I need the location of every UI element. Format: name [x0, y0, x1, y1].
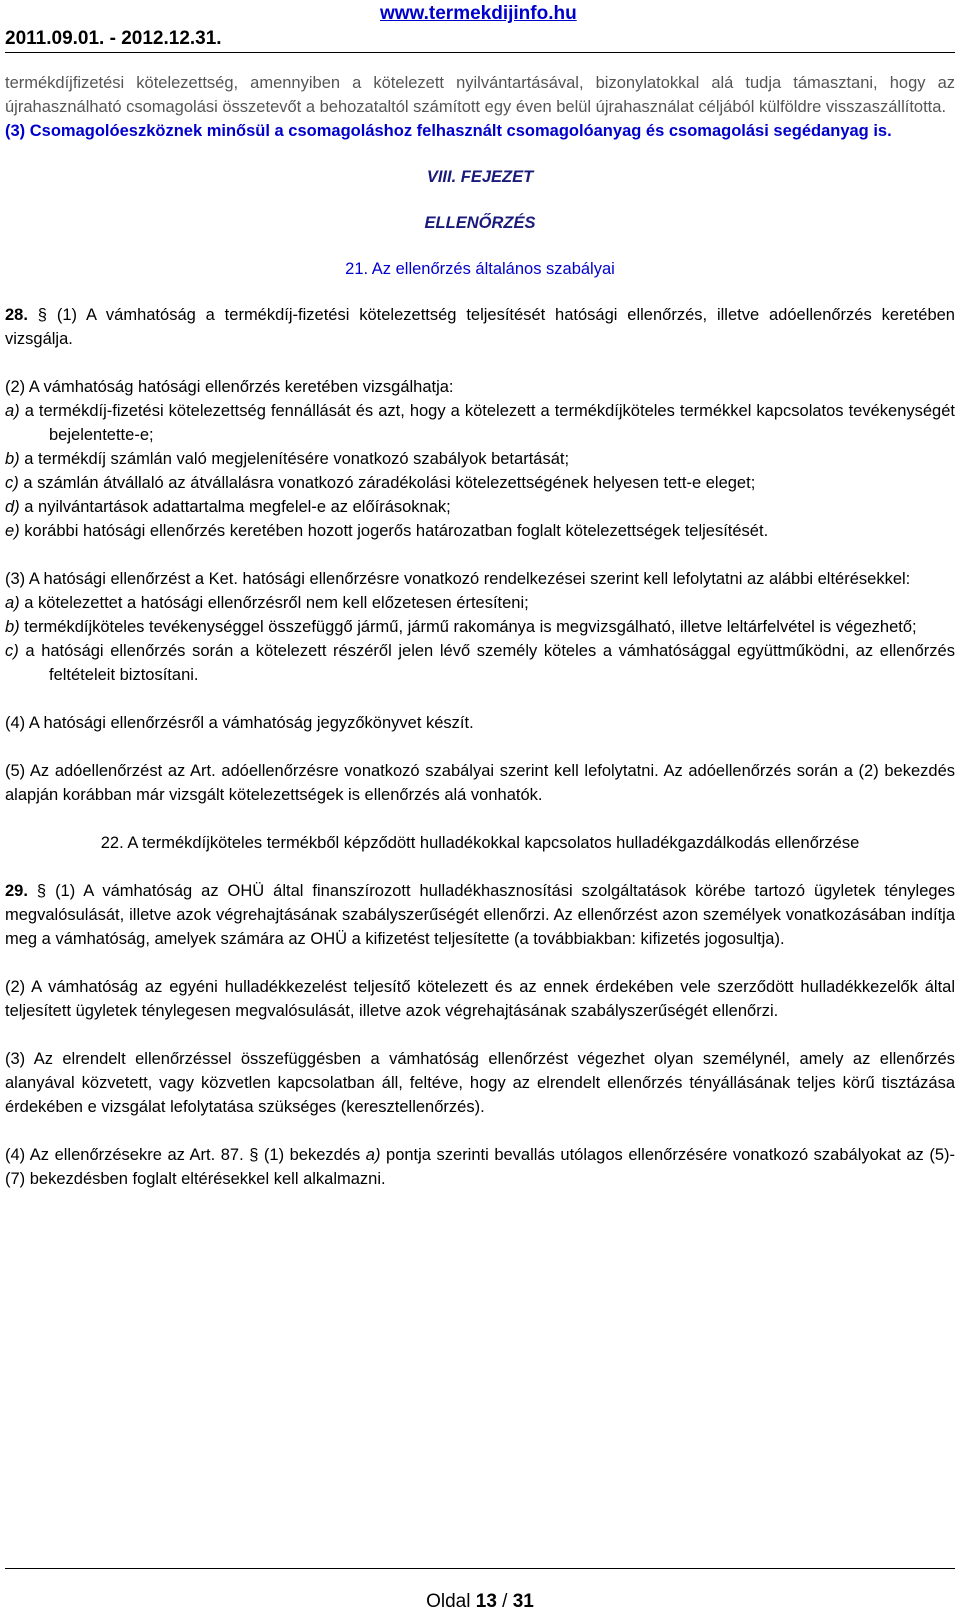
header-rule	[5, 52, 955, 53]
section-sign: §	[36, 882, 47, 900]
list-item-28-3-a: a) a kötelezettet a hatósági ellenőrzésről nem kell előzetesen értesíteni;	[5, 594, 529, 612]
section-number-29: 29.	[5, 882, 28, 900]
document-page	[5, 0, 955, 1616]
paragraph-20-3: (3) Csomagolóeszköznek minősül a csomagoláshoz felhasznált csomagolóanyag és csomagolási segédanyag is.	[5, 122, 892, 140]
list-item-28-2-e: e) korábbi hatósági ellenőrzés keretében hozott jogerős határozatban foglalt kötelezettségek teljesítését.	[5, 522, 769, 540]
paragraph-28-4: (4) A hatósági ellenőrzésről a vámhatóság jegyzőkönyvet készít.	[5, 714, 474, 732]
section-22-title: 22. A termékdíjköteles termékből képződött hulladékokkal kapcsolatos hulladékgazdálkodás ellenőrzése	[100, 834, 860, 852]
list-item-28-3-c: c) a hatósági ellenőrzés során a kötelezett részéről jelen lévő személy köteles a vámhatósággal együttműködni, az ellenőrzés feltételeit biztosítani.	[5, 642, 955, 684]
list-item-28-2-a: a) a termékdíj-fizetési kötelezettség fennállását és azt, hogy a kötelezett a termékdíjköteles termékkel kapcsolatos tevékenységét bejelentette-e;	[5, 402, 955, 444]
paragraph-28-3-intro: (3) A hatósági ellenőrzést a Ket. hatósági ellenőrzésre vonatkozó rendelkezései szerint kell lefolytatni az alábbi eltérésekkel:	[5, 570, 911, 588]
list-item-28-2-b: b) a termékdíj számlán való megjelenítésére vonatkozó szabályok betartását;	[5, 450, 570, 468]
header-site-link[interactable]: www.termekdijinfo.hu	[380, 3, 577, 24]
paragraph-29-1: 29. § (1) A vámhatóság az OHÜ által finanszírozott hulladékhasznosítási szolgáltatások körébe tartozó ügyletek tényleges megvalósulását, illetve azok végrehajtásának szabályszerűségét ellenőrzi. Az ellenőrzést azon személyek vonatkozásában indítja meg a vámhatóság, amelyek számára az OHÜ a kifizetést teljesítette (a továbbiakban: kifizetés jogosultja).	[5, 882, 955, 948]
paragraph-28-1: 28. § (1) A vámhatóság a termékdíj-fizetési kötelezettség teljesítését hatósági ellenőrzés, illetve adóellenőrzés keretében vizsgálja.	[5, 306, 955, 348]
list-item-28-3-b: b) termékdíjköteles tevékenységgel összefüggő jármű, jármű rakománya is megvizsgálható, illetve leltárfelvétel is végezhető;	[5, 618, 917, 636]
section-21-title: 21. Az ellenőrzés általános szabályai	[345, 260, 615, 278]
list-item-28-2-c: c) a számlán átvállaló az átvállalásra vonatkozó záradékolási kötelezettségének helyesen tett-e eleget;	[5, 474, 756, 492]
paragraph-28-5: (5) Az adóellenőrzést az Art. adóellenőrzésre vonatkozó szabályai szerint kell lefolytatni. Az adóellenőrzés során a (2) bekezdés alapján korábban már vizsgált kötelezettségek is ellenőrzés alá vonhatók.	[5, 762, 955, 804]
paragraph-continuation: termékdíjfizetési kötelezettség, amennyiben a kötelezett nyilvántartásával, bizonylatokkal alá tudja támasztani, hogy az újrahasználható csomagolási összetevőt a behozataltól számított egy éven belül újrahasználat céljából külföldre visszaszállította.	[5, 74, 955, 116]
chapter-title: ELLENŐRZÉS	[424, 214, 536, 232]
document-body	[5, 71, 955, 1191]
footer-rule	[5, 1568, 955, 1569]
chapter-number: VIII. FEJEZET	[426, 168, 534, 186]
total-pages: 31	[512, 1591, 534, 1612]
paragraph-28-2-intro: (2) A vámhatóság hatósági ellenőrzés keretében vizsgálhatja:	[5, 378, 454, 396]
paragraph-29-4: (4) Az ellenőrzésekre az Art. 87. § (1) bekezdés a) pontja szerinti bevallás utólagos ellenőrzésére vonatkozó szabályokat az (5)-(7) bekezdésben foglalt eltérésekkel kell alkalmazni.	[5, 1146, 955, 1188]
paragraph-29-3: (3) Az elrendelt ellenőrzéssel összefüggésben a vámhatóság ellenőrzést végezhet olyan személynél, amely az ellenőrzés alanyával közvetett, vagy közvetlen kapcsolatban áll, feltéve, hogy az elrendelt ellenőrzés tényállásának teljes körű tisztázása érdekében e vizsgálat lefolytatása szükséges (keresztellenőrzés).	[5, 1050, 955, 1116]
section-sign: §	[37, 306, 47, 324]
page-separator: /	[502, 1591, 508, 1612]
header-date-range: 2011.09.01. - 2012.12.31.	[5, 28, 222, 49]
list-item-28-2-d: d) a nyilvántartások adattartalma megfelel-e az előírásoknak;	[5, 498, 451, 516]
current-page: 13	[475, 1591, 497, 1612]
paragraph-29-2: (2) A vámhatóság az egyéni hulladékkezelést teljesítő kötelezett és az ennek érdekében vele szerződött hulladékkezelők által teljesített ügyletek ténylegesen megvalósulását, illetve azok végrehajtásának szabályszerűségét ellenőrzi.	[5, 978, 955, 1020]
page-number	[5, 1591, 955, 1613]
page-label: Oldal	[426, 1591, 471, 1612]
section-number-28: 28.	[5, 306, 28, 324]
